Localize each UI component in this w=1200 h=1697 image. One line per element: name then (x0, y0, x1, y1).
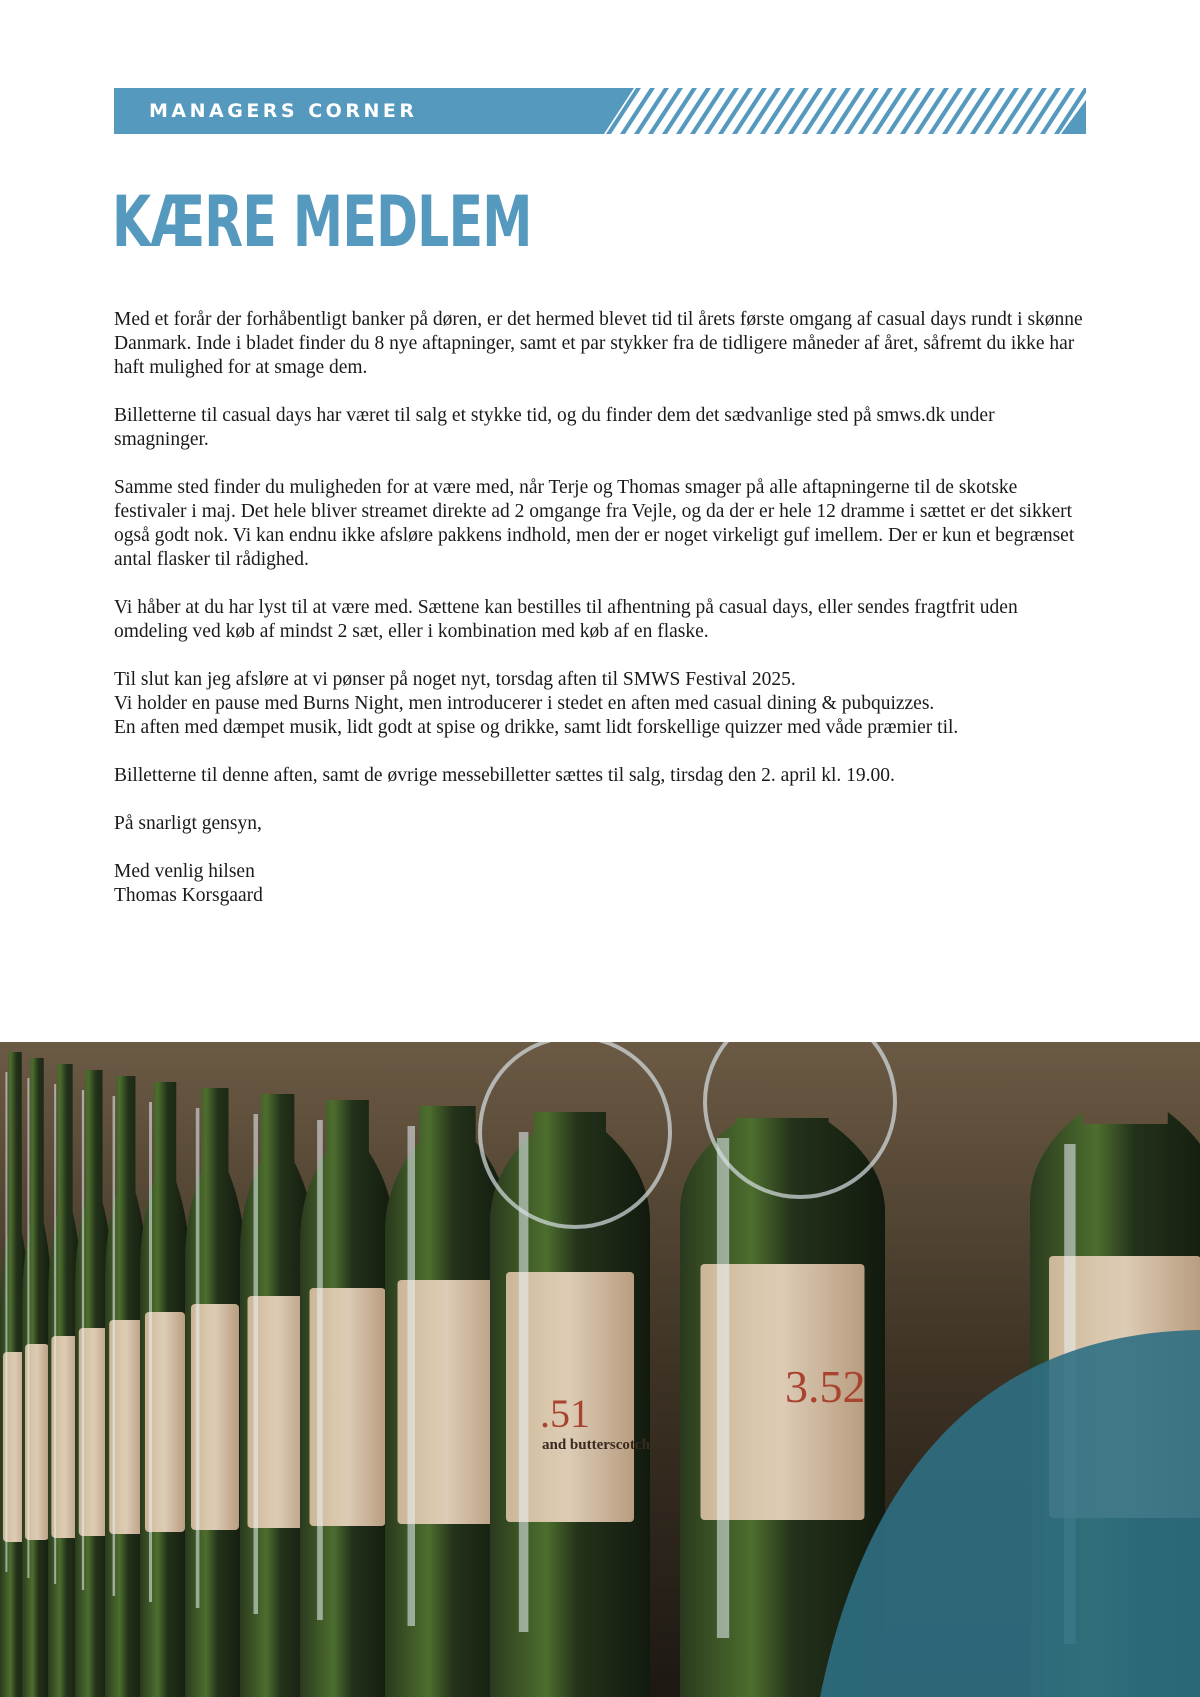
bottle-highlight (82, 1090, 84, 1590)
section-label: MANAGERS CORNER (149, 100, 418, 122)
body-paragraph (114, 860, 1094, 908)
bottle-highlight (196, 1108, 200, 1608)
paragraph-line: Med et forår der forhåbentligt banker på døren, er det hermed blevet tid til årets første omgang af casual days rundt i skønne Danmark. Inde i bladet finder du 8 nye aftapninger, samt et par stykker fra de tidligere måneder af året, såfremt du ikke har haft mulighed for at smage dem. (114, 309, 1083, 378)
bottle-highlight (254, 1114, 259, 1614)
body-paragraph (114, 764, 1094, 788)
bottle-number-label: .51 (540, 1391, 590, 1436)
paragraph-line: Vi holder en pause med Burns Night, men introducerer i stedet en aften med casual dining & pubquizzes. (114, 693, 935, 714)
paragraph-line: Billetterne til denne aften, samt de øvrige messebilletter sættes til salg, tirsdag den 2. april kl. 19.00. (114, 765, 895, 786)
paragraph-line: På snarligt gensyn, (114, 813, 262, 834)
body-paragraph (114, 308, 1094, 380)
bottle-highlight (5, 1072, 7, 1572)
body-paragraph (114, 812, 1094, 836)
paragraph-line: Med venlig hilsen (114, 861, 255, 882)
paragraph-line: En aften med dæmpet musik, lidt godt at spise og drikke, samt lidt forskellige quizzer med våde præmier til. (114, 717, 959, 738)
body-paragraph (114, 476, 1094, 572)
bottle-highlight (317, 1120, 323, 1620)
paragraph-line: Samme sted finder du muligheden for at være med, når Terje og Thomas smager på alle aftapningerne til de skotske festivaler i maj. Det hele bliver streamet direkte ad 2 omgange fra Vejle, og da der er hele 12 dramme i sættet er det sikkert også godt nok. Vi kan endnu ikke afsløre pakkens indhold, men der er noget virkeligt guf imellem. Der er kun et begrænset antal flasker til rådighed. (114, 477, 1075, 570)
bottle-highlight (54, 1084, 56, 1584)
body-paragraph (114, 596, 1094, 644)
bottle-highlight (408, 1126, 416, 1626)
paragraph-line: Til slut kan jeg afsløre at vi pønser på noget nyt, torsdag aften til SMWS Festival 2025. (114, 669, 796, 690)
body-paragraph (114, 668, 1094, 740)
body-paragraph (114, 404, 1094, 452)
whisky-bottles-photo (0, 1042, 1200, 1697)
bottle-highlight (113, 1096, 116, 1596)
bottle-flavour-label: and butterscotch (542, 1437, 650, 1453)
bottle-highlight (717, 1138, 729, 1638)
bottle-highlight (27, 1078, 29, 1578)
paragraph-line: Billetterne til casual days har været til salg et stykke tid, og du finder dem det sædvanlige sted på smws.dk under smagninger. (114, 405, 995, 450)
banner-stripe-pattern (606, 88, 1086, 134)
bottle-number-label: 3.52 (785, 1361, 866, 1412)
bottle-highlight (519, 1132, 529, 1632)
bottle-highlight (149, 1102, 152, 1602)
section-banner (114, 88, 1086, 134)
bottles-illustration (0, 1042, 1200, 1697)
paragraph-line: Thomas Korsgaard (114, 885, 263, 906)
letter-body (114, 308, 1094, 932)
paragraph-line: Vi håber at du har lyst til at være med. Sættene kan bestilles til afhentning på casual days, eller sendes fragtfrit uden omdeling ved køb af mindst 2 sæt, eller i kombination med køb af en flaske. (114, 597, 1018, 642)
page-title: KÆRE MEDLEM (112, 181, 532, 263)
